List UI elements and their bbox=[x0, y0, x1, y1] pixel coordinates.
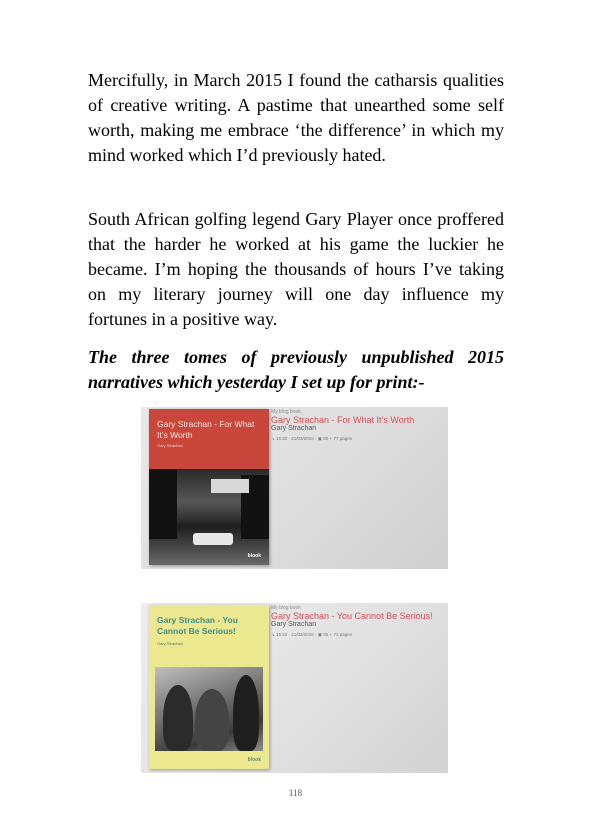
blog-book-author: Gary Strachan bbox=[271, 425, 317, 432]
book-cover-2 bbox=[149, 605, 269, 769]
book-cover-title: Gary Strachan - You Cannot Be Serious! bbox=[157, 615, 238, 636]
street-scene-image bbox=[149, 469, 269, 565]
book-cover-author: Gary Strachan bbox=[157, 641, 183, 646]
person-shape bbox=[233, 675, 259, 751]
building-shape bbox=[149, 469, 177, 539]
body-paragraph-1: Mercifully, in March 2015 I found the catharsis qualities of creative writing. A pastime that unearthed some self worth, making me embrace ‘the difference’ in which my mind worked which I’d previously hated. bbox=[88, 70, 504, 165]
blog-book-meta: ↘ 15:22 · 21/03/2016 · ▣ 96 + 72 pages bbox=[271, 632, 352, 637]
publisher-logo: blook bbox=[247, 757, 261, 763]
book-cover-title: Gary Strachan - For What It’s Worth bbox=[157, 419, 255, 440]
page-number: 118 bbox=[288, 788, 303, 798]
person-shape bbox=[163, 685, 193, 751]
book-cover-1 bbox=[149, 409, 269, 565]
theatre-sign-shape bbox=[211, 479, 249, 493]
publisher-logo: blook bbox=[247, 553, 261, 559]
blog-book-label: My blog book bbox=[271, 409, 301, 415]
book-photo-1 bbox=[141, 407, 448, 569]
section-heading: The three tomes of previously unpublished 2015 narratives which yesterday I set up for print:- bbox=[88, 347, 504, 392]
group-photo-image bbox=[155, 667, 263, 751]
book-photo-2 bbox=[141, 603, 448, 773]
blog-book-meta: ↘ 15:32 · 21/03/2016 · ▣ 80 + 77 pages bbox=[271, 436, 352, 441]
body-paragraph-2: South African golfing legend Gary Player once proffered that the harder he worked at his game the luckier he became. I’m hoping the thousands of hours I’ve taking on my literary journey will one day influence my fortunes in a positive way. bbox=[88, 209, 504, 329]
blog-book-title: Gary Strachan - You Cannot Be Serious! bbox=[271, 611, 433, 621]
person-shape bbox=[195, 689, 229, 751]
blog-book-info-2 bbox=[271, 605, 446, 638]
book-cover-author: Gary Strachan bbox=[157, 443, 183, 448]
blog-book-label: My blog book bbox=[271, 605, 301, 611]
blog-book-title: Gary Strachan - For What It’s Worth bbox=[271, 415, 415, 425]
taxi-shape bbox=[193, 533, 233, 545]
blog-book-author: Gary Strachan bbox=[271, 621, 317, 628]
blog-book-info-1 bbox=[271, 409, 446, 442]
